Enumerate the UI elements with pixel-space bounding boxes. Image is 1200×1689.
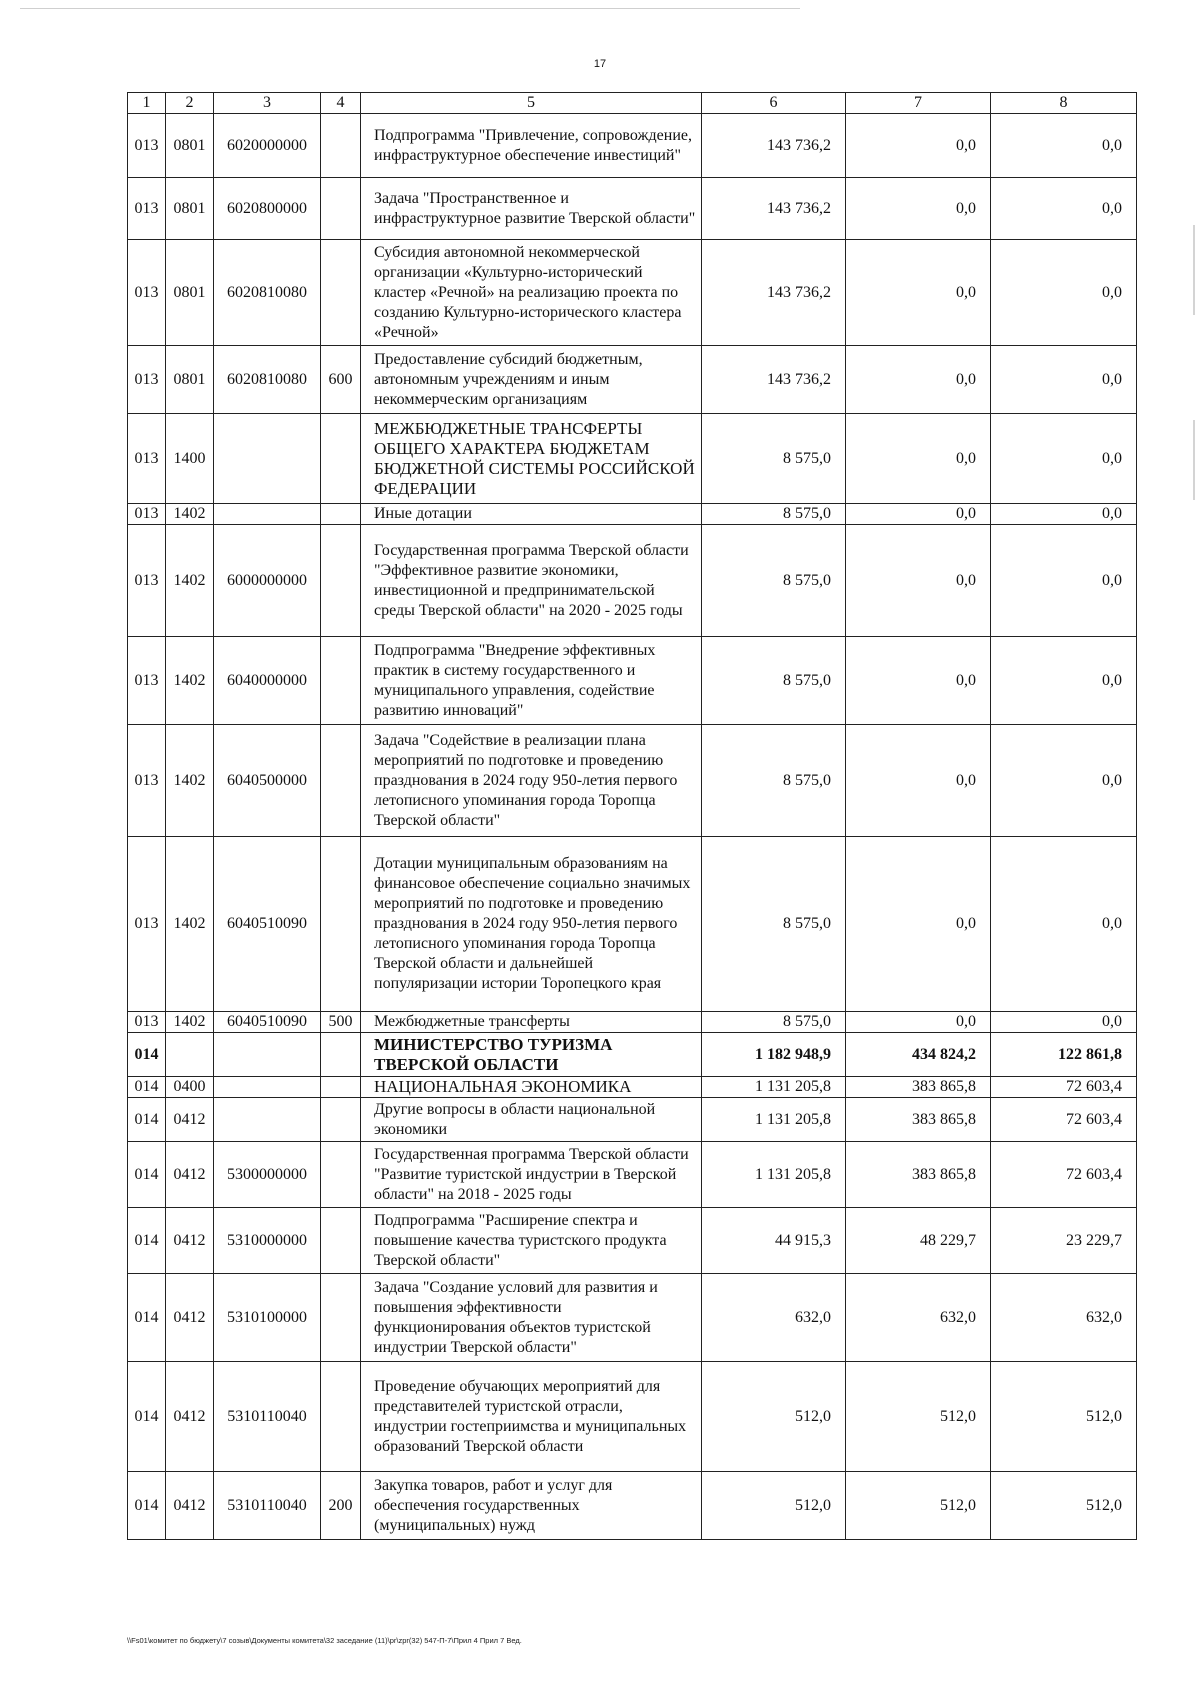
ministry-code: 014 xyxy=(128,1142,166,1208)
page-number: 17 xyxy=(593,58,607,70)
target-code: 6020000000 xyxy=(214,114,321,178)
ministry-code: 014 xyxy=(128,1098,166,1142)
target-code xyxy=(214,1033,321,1077)
table-row xyxy=(128,1098,1137,1142)
ministry-code: 014 xyxy=(128,1472,166,1540)
expense-type-code xyxy=(321,725,361,837)
table-row xyxy=(128,1274,1137,1362)
target-code: 6040510090 xyxy=(214,1012,321,1033)
amount-col6: 8 575,0 xyxy=(702,637,846,725)
table-row xyxy=(128,1077,1137,1098)
table-row xyxy=(128,178,1137,240)
amount-col8: 512,0 xyxy=(991,1362,1137,1472)
ministry-code: 013 xyxy=(128,637,166,725)
item-name: Подпрограмма "Расширение спектра и повышение качества туристского продукта Тверской области" xyxy=(361,1208,702,1274)
expense-type-code xyxy=(321,1077,361,1098)
table-row xyxy=(128,1208,1137,1274)
section-code: 0801 xyxy=(166,114,214,178)
section-code: 0801 xyxy=(166,178,214,240)
amount-col7: 0,0 xyxy=(846,346,991,414)
table-row xyxy=(128,1142,1137,1208)
item-name: Государственная программа Тверской области "Эффективное развитие экономики, инвестиционной и предпринимательской среды Тверской области" на 2020 - 2025 годы xyxy=(361,525,702,637)
amount-col6: 143 736,2 xyxy=(702,178,846,240)
expense-type-code xyxy=(321,1033,361,1077)
amount-col8: 512,0 xyxy=(991,1472,1137,1540)
target-code xyxy=(214,504,321,525)
expense-type-code xyxy=(321,240,361,346)
section-code: 1402 xyxy=(166,725,214,837)
table-row xyxy=(128,114,1137,178)
table-row xyxy=(128,414,1137,504)
target-code: 5310110040 xyxy=(214,1362,321,1472)
amount-col6: 8 575,0 xyxy=(702,837,846,1012)
section-code: 0412 xyxy=(166,1472,214,1540)
item-name: Закупка товаров, работ и услуг для обеспечения государственных (муниципальных) нужд xyxy=(361,1472,702,1540)
ministry-code: 013 xyxy=(128,837,166,1012)
scan-edge-mark xyxy=(1193,225,1195,315)
target-code: 5310110040 xyxy=(214,1472,321,1540)
amount-col6: 143 736,2 xyxy=(702,346,846,414)
target-code xyxy=(214,1077,321,1098)
table-row xyxy=(128,525,1137,637)
section-code: 1402 xyxy=(166,504,214,525)
ministry-code: 014 xyxy=(128,1077,166,1098)
amount-col6: 1 131 205,8 xyxy=(702,1098,846,1142)
col-header: 6 xyxy=(702,93,846,114)
amount-col7: 512,0 xyxy=(846,1362,991,1472)
expense-type-code: 200 xyxy=(321,1472,361,1540)
target-code xyxy=(214,414,321,504)
col-header: 4 xyxy=(321,93,361,114)
target-code: 6020810080 xyxy=(214,240,321,346)
table-row xyxy=(128,346,1137,414)
amount-col8: 0,0 xyxy=(991,504,1137,525)
amount-col7: 0,0 xyxy=(846,178,991,240)
item-name: Субсидия автономной некоммерческой организации «Культурно-исторический кластер «Речной» на реализацию проекта по созданию Культурно-исторического кластера «Речной» xyxy=(361,240,702,346)
item-name: Иные дотации xyxy=(361,504,702,525)
item-name: Другие вопросы в области национальной экономики xyxy=(361,1098,702,1142)
amount-col7: 383 865,8 xyxy=(846,1098,991,1142)
amount-col6: 8 575,0 xyxy=(702,504,846,525)
ministry-code: 013 xyxy=(128,525,166,637)
section-code: 0412 xyxy=(166,1274,214,1362)
section-code: 1402 xyxy=(166,837,214,1012)
amount-col6: 8 575,0 xyxy=(702,525,846,637)
expense-type-code xyxy=(321,1362,361,1472)
amount-col6: 512,0 xyxy=(702,1472,846,1540)
amount-col7: 0,0 xyxy=(846,837,991,1012)
ministry-code: 013 xyxy=(128,178,166,240)
col-header: 7 xyxy=(846,93,991,114)
item-name: Задача "Содействие в реализации плана мероприятий по подготовке и проведению празднования в 2024 году 950-летия первого летописного упоминания города Торопца Тверской области" xyxy=(361,725,702,837)
item-name: Задача "Пространственное и инфраструктурное развитие Тверской области" xyxy=(361,178,702,240)
amount-col6: 143 736,2 xyxy=(702,114,846,178)
amount-col6: 1 131 205,8 xyxy=(702,1142,846,1208)
target-code: 6020800000 xyxy=(214,178,321,240)
amount-col6: 8 575,0 xyxy=(702,725,846,837)
amount-col7: 0,0 xyxy=(846,240,991,346)
amount-col7: 0,0 xyxy=(846,725,991,837)
table-row xyxy=(128,1362,1137,1472)
col-header: 1 xyxy=(128,93,166,114)
amount-col7: 0,0 xyxy=(846,504,991,525)
amount-col8: 0,0 xyxy=(991,414,1137,504)
table-row xyxy=(128,725,1137,837)
scan-edge-mark xyxy=(1193,420,1195,500)
target-code xyxy=(214,1098,321,1142)
item-name: МИНИСТЕРСТВО ТУРИЗМА ТВЕРСКОЙ ОБЛАСТИ xyxy=(361,1033,702,1077)
item-name: Предоставление субсидий бюджетным, автономным учреждениям и иным некоммерческим организациям xyxy=(361,346,702,414)
ministry-code: 013 xyxy=(128,725,166,837)
expense-type-code: 600 xyxy=(321,346,361,414)
amount-col6: 1 182 948,9 xyxy=(702,1033,846,1077)
amount-col8: 0,0 xyxy=(991,114,1137,178)
amount-col8: 0,0 xyxy=(991,178,1137,240)
section-code xyxy=(166,1033,214,1077)
amount-col8: 0,0 xyxy=(991,637,1137,725)
col-header: 2 xyxy=(166,93,214,114)
table-header-row xyxy=(128,93,1137,114)
section-code: 0412 xyxy=(166,1098,214,1142)
amount-col8: 0,0 xyxy=(991,837,1137,1012)
item-name: Государственная программа Тверской области "Развитие туристской индустрии в Тверской области" на 2018 - 2025 годы xyxy=(361,1142,702,1208)
amount-col7: 0,0 xyxy=(846,637,991,725)
amount-col6: 8 575,0 xyxy=(702,414,846,504)
amount-col7: 383 865,8 xyxy=(846,1142,991,1208)
section-code: 0400 xyxy=(166,1077,214,1098)
section-code: 0412 xyxy=(166,1362,214,1472)
amount-col6: 512,0 xyxy=(702,1362,846,1472)
table-row xyxy=(128,1012,1137,1033)
section-code: 1400 xyxy=(166,414,214,504)
item-name: НАЦИОНАЛЬНАЯ ЭКОНОМИКА xyxy=(361,1077,702,1098)
amount-col7: 0,0 xyxy=(846,1012,991,1033)
target-code: 5300000000 xyxy=(214,1142,321,1208)
expense-type-code xyxy=(321,1208,361,1274)
section-code: 1402 xyxy=(166,525,214,637)
item-name: Межбюджетные трансферты xyxy=(361,1012,702,1033)
amount-col8: 72 603,4 xyxy=(991,1098,1137,1142)
amount-col7: 512,0 xyxy=(846,1472,991,1540)
target-code: 6040000000 xyxy=(214,637,321,725)
amount-col6: 1 131 205,8 xyxy=(702,1077,846,1098)
amount-col8: 72 603,4 xyxy=(991,1142,1137,1208)
amount-col8: 0,0 xyxy=(991,725,1137,837)
section-code: 0412 xyxy=(166,1208,214,1274)
amount-col8: 23 229,7 xyxy=(991,1208,1137,1274)
expense-type-code xyxy=(321,504,361,525)
item-name: Подпрограмма "Привлечение, сопровождение, инфраструктурное обеспечение инвестиций" xyxy=(361,114,702,178)
amount-col6: 8 575,0 xyxy=(702,1012,846,1033)
amount-col7: 48 229,7 xyxy=(846,1208,991,1274)
amount-col6: 632,0 xyxy=(702,1274,846,1362)
table-row xyxy=(128,1472,1137,1540)
expense-type-code xyxy=(321,414,361,504)
amount-col8: 122 861,8 xyxy=(991,1033,1137,1077)
table-row xyxy=(128,837,1137,1012)
amount-col8: 0,0 xyxy=(991,525,1137,637)
budget-table xyxy=(127,92,1137,1540)
ministry-code: 013 xyxy=(128,1012,166,1033)
table-row xyxy=(128,240,1137,346)
item-name: Подпрограмма "Внедрение эффективных практик в систему государственного и муниципального управления, содействие развитию инноваций" xyxy=(361,637,702,725)
ministry-code: 014 xyxy=(128,1274,166,1362)
ministry-code: 013 xyxy=(128,346,166,414)
expense-type-code xyxy=(321,525,361,637)
table-row xyxy=(128,504,1137,525)
target-code: 6040510090 xyxy=(214,837,321,1012)
amount-col7: 0,0 xyxy=(846,414,991,504)
expense-type-code: 500 xyxy=(321,1012,361,1033)
item-name: Задача "Создание условий для развития и повышения эффективности функционирования объектов туристской индустрии Тверской области" xyxy=(361,1274,702,1362)
expense-type-code xyxy=(321,837,361,1012)
ministry-code: 013 xyxy=(128,240,166,346)
ministry-code: 014 xyxy=(128,1208,166,1274)
table-row xyxy=(128,1033,1137,1077)
amount-col8: 72 603,4 xyxy=(991,1077,1137,1098)
expense-type-code xyxy=(321,178,361,240)
section-code: 0801 xyxy=(166,346,214,414)
amount-col8: 632,0 xyxy=(991,1274,1137,1362)
item-name: Дотации муниципальным образованиям на финансовое обеспечение социально значимых мероприятий по подготовке и проведению празднования в 2024 году 950-летия первого летописного упоминания города Торопца Тверской области и дальнейшей популяризации истории Торопецкого края xyxy=(361,837,702,1012)
expense-type-code xyxy=(321,114,361,178)
target-code: 5310100000 xyxy=(214,1274,321,1362)
ministry-code: 013 xyxy=(128,504,166,525)
col-header: 8 xyxy=(991,93,1137,114)
amount-col7: 632,0 xyxy=(846,1274,991,1362)
ministry-code: 014 xyxy=(128,1362,166,1472)
item-name: МЕЖБЮДЖЕТНЫЕ ТРАНСФЕРТЫ ОБЩЕГО ХАРАКТЕРА БЮДЖЕТАМ БЮДЖЕТНОЙ СИСТЕМЫ РОССИЙСКОЙ ФЕДЕРАЦИИ xyxy=(361,414,702,504)
amount-col6: 143 736,2 xyxy=(702,240,846,346)
col-header: 5 xyxy=(361,93,702,114)
target-code: 6040500000 xyxy=(214,725,321,837)
amount-col7: 0,0 xyxy=(846,114,991,178)
item-name: Проведение обучающих мероприятий для представителей туристской отрасли, индустрии гостеприимства и муниципальных образований Тверской области xyxy=(361,1362,702,1472)
col-header: 3 xyxy=(214,93,321,114)
amount-col7: 0,0 xyxy=(846,525,991,637)
expense-type-code xyxy=(321,1142,361,1208)
amount-col7: 383 865,8 xyxy=(846,1077,991,1098)
expense-type-code xyxy=(321,637,361,725)
target-code: 6020810080 xyxy=(214,346,321,414)
file-path-footer: \\Fs01\комитет по бюджету\7 созыв\Документы комитета\32 заседание (11)\pr\zpr(32) 547-П-7\Прил 4 Прил 7 Вед. xyxy=(127,1636,522,1645)
amount-col8: 0,0 xyxy=(991,1012,1137,1033)
section-code: 1402 xyxy=(166,1012,214,1033)
ministry-code: 014 xyxy=(128,1033,166,1077)
section-code: 0801 xyxy=(166,240,214,346)
table-row xyxy=(128,637,1137,725)
ministry-code: 013 xyxy=(128,414,166,504)
expense-type-code xyxy=(321,1098,361,1142)
amount-col7: 434 824,2 xyxy=(846,1033,991,1077)
ministry-code: 013 xyxy=(128,114,166,178)
section-code: 1402 xyxy=(166,637,214,725)
scan-artifact-line xyxy=(20,8,800,9)
amount-col8: 0,0 xyxy=(991,346,1137,414)
section-code: 0412 xyxy=(166,1142,214,1208)
target-code: 6000000000 xyxy=(214,525,321,637)
expense-type-code xyxy=(321,1274,361,1362)
amount-col8: 0,0 xyxy=(991,240,1137,346)
amount-col6: 44 915,3 xyxy=(702,1208,846,1274)
target-code: 5310000000 xyxy=(214,1208,321,1274)
